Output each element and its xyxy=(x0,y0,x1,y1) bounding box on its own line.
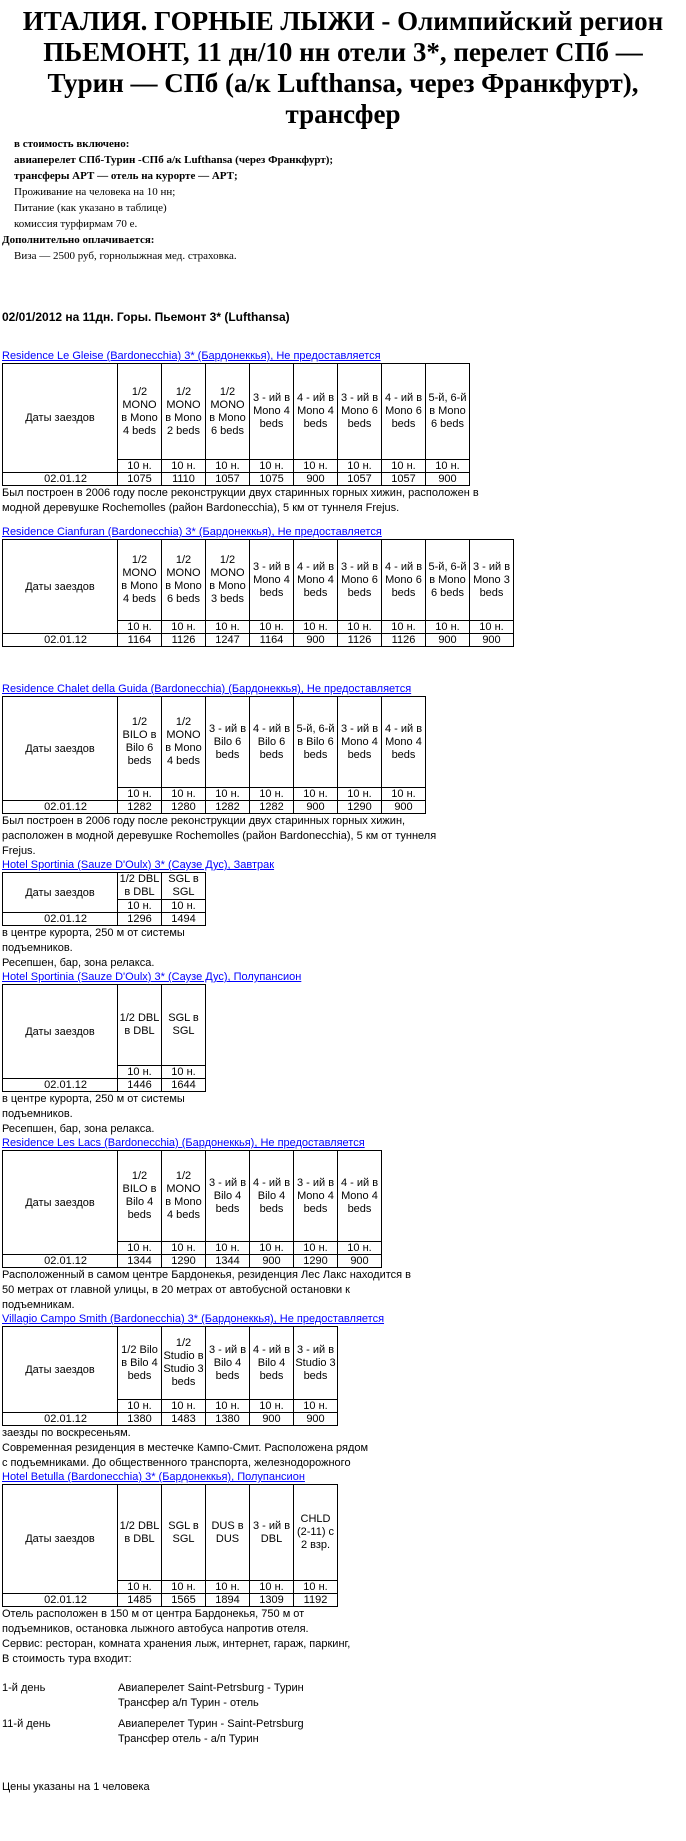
price-cell: 1110 xyxy=(162,473,206,486)
price-cell: 900 xyxy=(294,634,338,647)
price-cell: 1644 xyxy=(162,1079,206,1092)
hotel-note: подъемникам. xyxy=(2,1299,75,1311)
column-header: SGL в SGL xyxy=(162,1485,206,1581)
date-cell: 02.01.12 xyxy=(3,801,118,814)
nights-cell: 10 н. xyxy=(470,621,514,634)
column-header: 3 - ий в Mono 4 beds xyxy=(338,697,382,788)
dates-header: Даты заездов xyxy=(3,873,118,913)
table-header-row xyxy=(3,364,470,460)
hotel-link[interactable]: Villagio Campo Smith (Bardonecchia) 3* (Бардонеккья), Не предоставляется xyxy=(2,1313,385,1325)
table-header-row xyxy=(3,1327,338,1400)
nights-cell: 10 н. xyxy=(206,621,250,634)
itinerary-row xyxy=(2,1681,686,1696)
hotel-note: Сервис: ресторан, комната хранения лыж, интернет, гараж, паркинг, xyxy=(2,1638,351,1650)
nights-cell: 10 н. xyxy=(118,1242,162,1255)
price-cell: 1164 xyxy=(250,634,294,647)
included-item: Питание (как указано в таблице) xyxy=(14,202,167,214)
price-cell: 900 xyxy=(426,634,470,647)
price-cell: 1494 xyxy=(162,913,206,926)
hotel-block xyxy=(0,1137,686,1313)
price-cell: 1290 xyxy=(338,801,382,814)
price-cell: 1565 xyxy=(162,1594,206,1607)
itinerary xyxy=(0,1681,686,1747)
itinerary-day: 11-й день xyxy=(2,1718,51,1730)
price-cell: 900 xyxy=(382,801,426,814)
hotel-note: Отель расположен в 150 м от центра Бардонекья, 750 м от xyxy=(2,1608,305,1620)
included-item: Проживание на человека на 10 нн; xyxy=(14,186,176,198)
table-header-row xyxy=(3,540,514,621)
column-header: CHLD (2-11) с 2 взр. xyxy=(294,1485,338,1581)
price-table xyxy=(2,984,206,1092)
nights-cell: 10 н. xyxy=(162,1400,206,1413)
dates-header: Даты заездов xyxy=(3,364,118,473)
hotel-note: с подъемниками. До общественного транспорта, железнодорожного xyxy=(2,1457,351,1469)
included-item: трансферы АРТ — отель на курорте — АРТ; xyxy=(14,170,238,182)
price-cell: 1126 xyxy=(162,634,206,647)
nights-cell: 10 н. xyxy=(250,460,294,473)
column-header: 1/2 MONO в Mono 6 beds xyxy=(206,364,250,460)
nights-cell: 10 н. xyxy=(382,460,426,473)
column-header: 1/2 DBL в DBL xyxy=(118,1485,162,1581)
column-header: 3 - ий в Mono 6 beds xyxy=(338,364,382,460)
price-table xyxy=(2,363,470,486)
column-header: 4 - ий в Bilo 4 beds xyxy=(250,1151,294,1242)
hotel-block xyxy=(0,859,686,971)
column-header: 4 - ий в Mono 4 beds xyxy=(294,540,338,621)
price-cell: 1126 xyxy=(338,634,382,647)
nights-cell: 10 н. xyxy=(294,1400,338,1413)
nights-cell: 10 н. xyxy=(206,460,250,473)
itinerary-line: Авиаперелет Турин - Saint-Petrsburg xyxy=(118,1718,304,1730)
nights-cell: 10 н. xyxy=(294,621,338,634)
hotel-block xyxy=(0,350,686,516)
page-title: ИТАЛИЯ. ГОРНЫЕ ЛЫЖИ - Олимпийский регион ПЬЕМОНТ, 11 дн/10 нн отели 3*, перелет СПб — Турин — СПб (а/к Lufthansa, через Франкфурт), трансфер xyxy=(22,6,664,129)
column-header: 3 - ий в Bilo 4 beds xyxy=(206,1327,250,1400)
column-header: 1/2 MONO в Mono 4 beds xyxy=(162,1151,206,1242)
hotel-note: Frejus. xyxy=(2,845,36,857)
nights-cell: 10 н. xyxy=(338,460,382,473)
hotel-note: Был построен в 2006 году после реконструкции двух старинных горных хижин, xyxy=(2,815,406,827)
hotel-note: в центре курорта, 250 м от системы xyxy=(2,1093,185,1105)
date-cell: 02.01.12 xyxy=(3,1594,118,1607)
column-header: 1/2 MONO в Mono 3 beds xyxy=(206,540,250,621)
hotel-note: подъемников. xyxy=(2,1108,73,1120)
price-cell: 1296 xyxy=(118,913,162,926)
price-cell: 1057 xyxy=(382,473,426,486)
column-header: SGL в SGL xyxy=(162,985,206,1066)
nights-cell: 10 н. xyxy=(250,621,294,634)
column-header: 4 - ий в Mono 4 beds xyxy=(338,1151,382,1242)
date-cell: 02.01.12 xyxy=(3,913,118,926)
hotel-note: Ресепшен, бар, зона релакса. xyxy=(2,1123,155,1135)
table-row xyxy=(3,634,514,647)
price-cell: 900 xyxy=(294,1413,338,1426)
column-header: 3 - ий в Bilo 4 beds xyxy=(206,1151,250,1242)
table-header-row xyxy=(3,985,206,1066)
column-header: 4 - ий в Mono 4 beds xyxy=(294,364,338,460)
table-header-row xyxy=(3,1485,338,1581)
dates-header: Даты заездов xyxy=(3,985,118,1079)
date-cell: 02.01.12 xyxy=(3,1255,118,1268)
hotel-link[interactable]: Residence Les Lacs (Bardonecchia) (Бардонеккья), Не предоставляется xyxy=(2,1137,365,1149)
price-table xyxy=(2,872,206,926)
nights-cell: 10 н. xyxy=(118,1066,162,1079)
price-cell: 1282 xyxy=(250,801,294,814)
nights-cell: 10 н. xyxy=(294,1242,338,1255)
table-header-row xyxy=(3,1151,382,1242)
hotel-block xyxy=(0,1313,686,1471)
hotel-block xyxy=(0,526,686,647)
price-cell: 1057 xyxy=(338,473,382,486)
dates-header: Даты заездов xyxy=(3,1485,118,1594)
price-cell: 1344 xyxy=(118,1255,162,1268)
price-table xyxy=(2,1484,338,1607)
price-cell: 1380 xyxy=(206,1413,250,1426)
column-header: SGL в SGL xyxy=(162,873,206,900)
price-cell: 1894 xyxy=(206,1594,250,1607)
nights-cell: 10 н. xyxy=(294,788,338,801)
price-cell: 1446 xyxy=(118,1079,162,1092)
nights-cell: 10 н. xyxy=(250,1400,294,1413)
nights-cell: 10 н. xyxy=(162,1242,206,1255)
nights-cell: 10 н. xyxy=(162,1581,206,1594)
dates-header: Даты заездов xyxy=(3,1151,118,1255)
column-header: 3 - ий в Mono 3 beds xyxy=(470,540,514,621)
column-header: 1/2 DBL в DBL xyxy=(118,985,162,1066)
table-row xyxy=(3,1594,338,1607)
column-header: 3 - ий в DBL xyxy=(250,1485,294,1581)
column-header: 1/2 BILO в Bilo 4 beds xyxy=(118,1151,162,1242)
column-header: 1/2 DBL в DBL xyxy=(118,873,162,900)
column-header: 5-й, 6-й в Mono 6 beds xyxy=(426,540,470,621)
price-cell: 1282 xyxy=(206,801,250,814)
nights-cell: 10 н. xyxy=(338,1242,382,1255)
hotel-link[interactable]: Residence Cianfuran (Bardonecchia) 3* (Бардонеккья), Не предоставляется xyxy=(2,526,382,538)
hotel-link[interactable]: Hotel Sportinia (Sauze D'Oulx) 3* (Саузе Дус), Полупансион xyxy=(2,971,302,983)
column-header: 1/2 Bilo в Bilo 4 beds xyxy=(118,1327,162,1400)
price-table xyxy=(2,1326,338,1426)
column-header: 3 - ий в Studio 3 beds xyxy=(294,1327,338,1400)
dates-header: Даты заездов xyxy=(3,1327,118,1413)
hotel-note: модной деревушке Rochemolles (район Bardonecchia), 5 км от туннеля Frejus. xyxy=(2,502,400,514)
date-cell: 02.01.12 xyxy=(3,1413,118,1426)
price-cell: 1485 xyxy=(118,1594,162,1607)
hotel-note: Ресепшен, бар, зона релакса. xyxy=(2,957,155,969)
table-row xyxy=(3,801,426,814)
price-cell: 1075 xyxy=(118,473,162,486)
nights-cell: 10 н. xyxy=(294,1581,338,1594)
column-header: 4 - ий в Bilo 6 beds xyxy=(250,697,294,788)
included-item: авиаперелет СПб-Турин -СПб а/к Lufthansa (через Франкфурт); xyxy=(14,154,334,166)
table-row xyxy=(3,473,470,486)
column-header: 3 - ий в Mono 4 beds xyxy=(250,540,294,621)
hotel-block xyxy=(0,683,686,859)
nights-cell: 10 н. xyxy=(118,1581,162,1594)
nights-cell: 10 н. xyxy=(250,1242,294,1255)
column-header: 1/2 MONO в Mono 4 beds xyxy=(118,364,162,460)
column-header: 3 - ий в Mono 4 beds xyxy=(250,364,294,460)
hotel-note: 50 метрах от главной улицы, в 20 метрах от автобусной остановки к xyxy=(2,1284,350,1296)
hotel-note: Расположенный в самом центре Бардонекья, резиденция Лес Лакс находится в xyxy=(2,1269,411,1281)
price-cell: 900 xyxy=(294,801,338,814)
column-header: 1/2 BILO в Bilo 6 beds xyxy=(118,697,162,788)
itinerary-line: Трансфер отель - а/п Турин xyxy=(118,1733,259,1745)
price-cell: 1380 xyxy=(118,1413,162,1426)
nights-cell: 10 н. xyxy=(426,460,470,473)
itinerary-day: 1-й день xyxy=(2,1682,46,1694)
hotel-link[interactable]: Residence Chalet della Guida (Bardonecchia) (Бардонеккья), Не предоставляется xyxy=(2,683,412,695)
dates-header: Даты заездов xyxy=(3,697,118,801)
itinerary-row xyxy=(2,1732,686,1747)
price-cell: 1192 xyxy=(294,1594,338,1607)
table-row xyxy=(3,913,206,926)
hotel-note: в центре курорта, 250 м от системы xyxy=(2,927,185,939)
nights-cell: 10 н. xyxy=(118,788,162,801)
date-cell: 02.01.12 xyxy=(3,634,118,647)
price-cell: 900 xyxy=(250,1255,294,1268)
nights-cell: 10 н. xyxy=(206,1400,250,1413)
nights-cell: 10 н. xyxy=(250,788,294,801)
table-row xyxy=(3,1413,338,1426)
nights-cell: 10 н. xyxy=(118,621,162,634)
dates-header: Даты заездов xyxy=(3,540,118,634)
column-header: 1/2 MONO в Mono 4 beds xyxy=(162,697,206,788)
price-cell: 1282 xyxy=(118,801,162,814)
column-header: 5-й, 6-й в Mono 6 beds xyxy=(426,364,470,460)
hotel-note: подъемников, остановка лыжного автобуса напротив отеля. xyxy=(2,1623,309,1635)
price-cell: 1290 xyxy=(162,1255,206,1268)
price-cell: 1075 xyxy=(250,473,294,486)
table-header-row xyxy=(3,697,426,788)
price-cell: 1483 xyxy=(162,1413,206,1426)
nights-cell: 10 н. xyxy=(294,460,338,473)
column-header: 4 - ий в Mono 6 beds xyxy=(382,540,426,621)
hotels-list xyxy=(0,350,686,1667)
included-block xyxy=(14,136,686,232)
column-header: DUS в DUS xyxy=(206,1485,250,1581)
price-cell: 900 xyxy=(426,473,470,486)
nights-cell: 10 н. xyxy=(162,788,206,801)
hotel-note: заезды по воскресеньям. xyxy=(2,1427,131,1439)
hotel-note: Современная резиденция в местечке Кампо-Смит. Расположена рядом xyxy=(2,1442,369,1454)
nights-cell: 10 н. xyxy=(382,788,426,801)
nights-cell: 10 н. xyxy=(206,1581,250,1594)
price-cell: 1280 xyxy=(162,801,206,814)
column-header: 1/2 MONO в Mono 6 beds xyxy=(162,540,206,621)
nights-cell: 10 н. xyxy=(162,900,206,913)
nights-cell: 10 н. xyxy=(382,621,426,634)
price-table xyxy=(2,696,426,814)
column-header: 1/2 MONO в Mono 2 beds xyxy=(162,364,206,460)
price-table xyxy=(2,539,514,647)
date-cell: 02.01.12 xyxy=(3,1079,118,1092)
price-cell: 1344 xyxy=(206,1255,250,1268)
nights-cell: 10 н. xyxy=(250,1581,294,1594)
hotel-link[interactable]: Residence Le Gleise (Bardonecchia) 3* (Бардонеккья), Не предоставляется xyxy=(2,350,381,362)
program-title: 02/01/2012 на 11дн. Горы. Пьемонт 3* (Lufthansa) xyxy=(2,310,290,324)
hotel-link[interactable]: Hotel Betulla (Bardonecchia) 3* (Бардонеккья), Полупансион xyxy=(2,1471,305,1483)
included-item: комиссия турфирмам 70 е. xyxy=(14,218,138,230)
column-header: 5-й, 6-й в Bilo 6 beds xyxy=(294,697,338,788)
price-table xyxy=(2,1150,382,1268)
price-cell: 900 xyxy=(250,1413,294,1426)
column-header: 1/2 Studio в Studio 3 beds xyxy=(162,1327,206,1400)
itinerary-line: Авиаперелет Saint-Petrsburg - Турин xyxy=(118,1682,304,1694)
hotel-note: расположен в модной деревушке Rochemolles (район Bardonecchia), 5 км от туннеля xyxy=(2,830,437,842)
additional-text: Виза — 2500 руб, горнолыжная мед. страховка. xyxy=(14,250,237,262)
itinerary-row xyxy=(2,1696,686,1711)
column-header: 1/2 MONO в Mono 4 beds xyxy=(118,540,162,621)
column-header: 3 - ий в Mono 4 beds xyxy=(294,1151,338,1242)
hotel-note: В стоимость тура входит: xyxy=(2,1653,132,1665)
date-cell: 02.01.12 xyxy=(3,473,118,486)
nights-cell: 10 н. xyxy=(162,621,206,634)
nights-cell: 10 н. xyxy=(162,1066,206,1079)
price-cell: 900 xyxy=(470,634,514,647)
price-cell: 1164 xyxy=(118,634,162,647)
price-cell: 900 xyxy=(294,473,338,486)
price-cell: 1290 xyxy=(294,1255,338,1268)
nights-cell: 10 н. xyxy=(118,460,162,473)
prices-note: Цены указаны на 1 человека xyxy=(2,1781,150,1793)
column-header: 3 - ий в Mono 6 beds xyxy=(338,540,382,621)
nights-cell: 10 н. xyxy=(118,1400,162,1413)
nights-cell: 10 н. xyxy=(426,621,470,634)
table-header-row xyxy=(3,873,206,900)
itinerary-line: Трансфер а/п Турин - отель xyxy=(118,1697,259,1709)
nights-cell: 10 н. xyxy=(338,788,382,801)
hotel-note: подъемников. xyxy=(2,942,73,954)
nights-cell: 10 н. xyxy=(162,460,206,473)
column-header: 4 - ий в Mono 6 beds xyxy=(382,364,426,460)
nights-cell: 10 н. xyxy=(206,1242,250,1255)
hotel-block xyxy=(0,971,686,1137)
table-row xyxy=(3,1079,206,1092)
column-header: 3 - ий в Bilo 6 beds xyxy=(206,697,250,788)
price-cell: 1057 xyxy=(206,473,250,486)
price-cell: 1309 xyxy=(250,1594,294,1607)
column-header: 4 - ий в Bilo 4 beds xyxy=(250,1327,294,1400)
hotel-link[interactable]: Hotel Sportinia (Sauze D'Oulx) 3* (Саузе Дус), Завтрак xyxy=(2,859,275,871)
itinerary-row xyxy=(2,1717,686,1732)
price-cell: 1247 xyxy=(206,634,250,647)
hotel-note: Был построен в 2006 году после реконструкции двух старинных горных хижин, расположен в xyxy=(2,487,479,499)
nights-cell: 10 н. xyxy=(338,621,382,634)
column-header: 4 - ий в Mono 4 beds xyxy=(382,697,426,788)
included-heading: в стоимость включено: xyxy=(14,138,130,150)
hotel-block xyxy=(0,1471,686,1667)
price-cell: 1126 xyxy=(382,634,426,647)
table-row xyxy=(3,1255,382,1268)
nights-cell: 10 н. xyxy=(118,900,162,913)
price-cell: 900 xyxy=(338,1255,382,1268)
nights-cell: 10 н. xyxy=(206,788,250,801)
additional-heading: Дополнительно оплачивается: xyxy=(2,234,155,246)
